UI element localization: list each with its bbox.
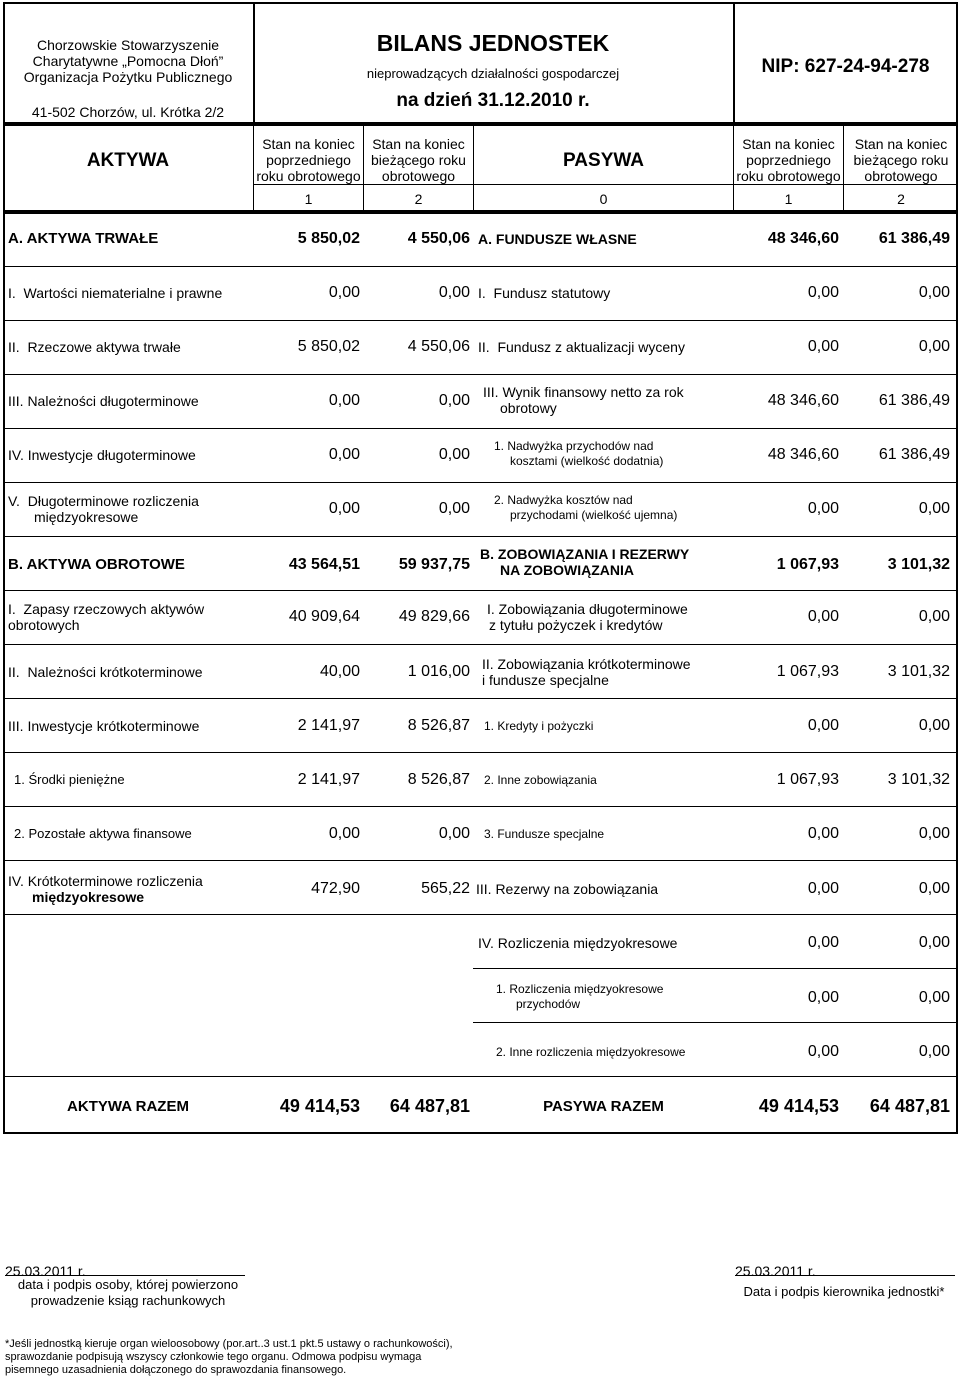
asset-row-a-label: A. AKTYWA TRWAŁE: [8, 230, 159, 247]
liab-row-b4-label: IV. Rozliczenia międzyokresowe: [478, 935, 678, 951]
assets-total-label: AKTYWA RAZEM: [67, 1098, 189, 1115]
asset-row-a2-label: II. Rzeczowe aktywa trwałe: [8, 339, 181, 355]
org-line-3: Organizacja Pożytku Publicznego: [23, 69, 233, 85]
asset-row-separator: [4, 536, 473, 537]
label-line-2: z tytułu pożyczek i kredytów: [489, 617, 663, 633]
prev-l2: poprzedniego: [746, 152, 831, 168]
asset-row-a3-label: III. Należności długoterminowe: [8, 393, 199, 409]
asset-row-b1-label: [8, 601, 204, 633]
asset-row-a5-prev: 0,00: [328, 500, 360, 517]
asset-row-a5-label: [8, 493, 199, 525]
footnote-line-3: pisemnego uzasadnienia dołączonego do sprawozdania finansowego.: [5, 1364, 347, 1376]
aktywa-curr-heading: [364, 136, 473, 184]
nip-number: NIP: 627-24-94-278: [761, 56, 930, 77]
liability-row-separator: [473, 644, 958, 645]
label-line-1: II. Zobowiązania krótkoterminowe: [482, 656, 691, 672]
col-num-aktywa-curr: 2: [414, 191, 423, 207]
prev-l1: Stan na koniec: [742, 136, 835, 152]
prev-l1: Stan na koniec: [262, 136, 355, 152]
asset-row-b-label: B. AKTYWA OBROTOWE: [8, 556, 185, 573]
asset-row-separator: [4, 698, 473, 699]
col-num-aktywa-prev: 1: [304, 191, 313, 207]
asset-row-separator: [4, 266, 473, 267]
asset-row-b1-prev: 40 909,64: [288, 608, 360, 625]
asset-row-b3b-curr: 0,00: [438, 825, 470, 842]
asset-row-b3a-label: 1. Środki pieniężne: [14, 772, 125, 787]
asset-row-b3a-curr: 8 526,87: [407, 771, 470, 788]
label-line-1: I. Zobowiązania długoterminowe: [487, 601, 688, 617]
left-signature-line: [5, 1275, 245, 1276]
prev-l2: poprzedniego: [266, 152, 351, 168]
label-line-1: 2. Nadwyżka kosztów nad: [494, 493, 633, 507]
liab-row-b4-prev: 0,00: [807, 934, 839, 951]
curr-l3: obrotowego: [381, 168, 456, 184]
left-signature-date: 25.03.2011 r.: [5, 1263, 86, 1279]
asset-row-separator: [4, 320, 473, 321]
liab-row-b4-curr: 0,00: [918, 934, 950, 951]
liab-row-b2a-label: 1. Kredyty i pożyczki: [484, 719, 594, 733]
liab-row-a3b-curr: 0,00: [918, 500, 950, 517]
liability-row-separator: [473, 806, 958, 807]
liability-row-separator: [473, 482, 958, 483]
org-line-1: Chorzowskie Stowarzyszenie: [36, 37, 220, 53]
left-signature-caption: [5, 1277, 251, 1309]
asset-row-a1-label: I. Wartości niematerialne i prawne: [8, 285, 223, 301]
liab-row-a3a-label: [494, 439, 663, 469]
liab-row-b2b-curr: 3 101,32: [887, 771, 950, 788]
asset-row-separator: [4, 914, 473, 915]
liab-row-b2b-prev: 1 067,93: [776, 771, 839, 788]
curr-l1: Stan na koniec: [372, 136, 465, 152]
caption-line-2: prowadzenie ksiąg rachunkowych: [30, 1293, 226, 1308]
curr-l2: bieżącego roku: [371, 152, 466, 168]
footnote-line-1: *Jeśli jednostką kieruje organ wieloosobowy (por.art..3 ust.1 pkt.5 ustawy o rachunkowości),: [5, 1338, 453, 1350]
label-line-1: I. Zapasy rzeczowych aktywów: [8, 601, 205, 617]
label-line-2: przychodów: [516, 997, 581, 1011]
liability-row-separator: [473, 1076, 958, 1077]
asset-row-separator: [4, 806, 473, 807]
asset-total-separator: [4, 1076, 473, 1077]
liab-row-b4b-label: 2. Inne rozliczenia międzyokresowe: [496, 1045, 686, 1059]
asset-row-b3-prev: 2 141,97: [297, 717, 360, 734]
asset-row-a5-curr: 0,00: [438, 500, 470, 517]
org-name: [5, 37, 251, 85]
doc-title: BILANS JEDNOSTEK: [376, 30, 610, 56]
pasywa-total-curr: 64 487,81: [869, 1096, 950, 1116]
label-line-2: międzyokresowe: [32, 889, 145, 905]
right-signature-line: [735, 1275, 955, 1276]
asset-row-separator: [4, 644, 473, 645]
liability-row-separator: [473, 320, 958, 321]
assets-total-curr: 64 487,81: [389, 1096, 470, 1116]
curr-l3: obrotowego: [864, 168, 938, 184]
pasywa-curr-heading: [844, 136, 958, 184]
liability-row-separator: [473, 536, 958, 537]
curr-l2: bieżącego roku: [853, 152, 949, 168]
liab-row-a3a-curr: 61 386,49: [878, 446, 950, 463]
liab-row-a2-label: II. Fundusz z aktualizacji wyceny: [478, 339, 685, 355]
asset-row-b4-label: [8, 873, 203, 905]
prev-l3: roku obrotowego: [736, 168, 841, 184]
liab-row-b4b-prev: 0,00: [807, 1043, 839, 1060]
label-line-1: B. ZOBOWIĄZANIA I REZERWY: [480, 546, 690, 562]
label-line-2: międzyokresowe: [34, 509, 139, 525]
aktywa-heading: AKTYWA: [86, 150, 170, 171]
label-line-2: obrotowych: [8, 617, 80, 633]
liab-row-b-curr: 3 101,32: [887, 556, 950, 573]
liab-row-a3-label: [483, 384, 684, 416]
liab-row-a3b-prev: 0,00: [807, 500, 839, 517]
asset-row-b-prev: 43 564,51: [288, 556, 360, 573]
org-address: 41-502 Chorzów, ul. Krótka 2/2: [31, 104, 225, 120]
asset-row-b3-label: III. Inwestycje krótkoterminowe: [8, 718, 200, 734]
label-line-1: 1. Rozliczenia międzyokresowe: [496, 982, 664, 996]
liab-row-b4a-curr: 0,00: [918, 989, 950, 1006]
column-number-divider: [253, 184, 958, 185]
liability-row-separator: [473, 428, 958, 429]
liab-row-a3b-label: [494, 493, 677, 523]
asset-row-a1-curr: 0,00: [438, 284, 470, 301]
asset-row-b4-prev: 472,90: [311, 880, 360, 897]
col-num-pasywa-prev: 1: [784, 191, 793, 207]
liability-row-separator: [473, 1022, 958, 1023]
assets-total-prev: 49 414,53: [279, 1096, 360, 1116]
right-signature-date: 25.03.2011 r.: [735, 1263, 816, 1279]
liab-row-b1-curr: 0,00: [918, 608, 950, 625]
liability-row-separator: [473, 860, 958, 861]
col-num-pasywa-curr: 2: [897, 191, 905, 207]
liab-row-a2-curr: 0,00: [918, 338, 950, 355]
liab-row-b-label: [480, 546, 689, 578]
asset-row-separator: [4, 590, 473, 591]
liab-row-b3-curr: 0,00: [918, 880, 950, 897]
asset-row-b2-curr: 1 016,00: [407, 663, 470, 680]
footnote: [5, 1338, 475, 1377]
label-line-1: IV. Krótkoterminowe rozliczenia: [8, 873, 203, 889]
asset-row-a4-curr: 0,00: [438, 446, 470, 463]
liab-row-b4b-curr: 0,00: [918, 1043, 950, 1060]
asset-row-b3b-prev: 0,00: [328, 825, 360, 842]
asset-row-a3-prev: 0,00: [328, 392, 360, 409]
liab-row-a1-prev: 0,00: [807, 284, 839, 301]
right-signature-caption: Data i podpis kierownika jednostki*: [743, 1284, 945, 1299]
liab-row-b3-label: III. Rezerwy na zobowiązania: [476, 881, 659, 897]
liab-row-b2c-prev: 0,00: [807, 825, 839, 842]
asset-row-a4-label: IV. Inwestycje długoterminowe: [8, 447, 196, 463]
liab-row-a-curr: 61 386,49: [878, 230, 950, 247]
asset-row-b3a-prev: 2 141,97: [297, 771, 360, 788]
caption-line-1: data i podpis osoby, której powierzono: [17, 1277, 239, 1292]
label-line-1: III. Wynik finansowy netto za rok: [483, 384, 684, 400]
label-line-2: NA ZOBOWIĄZANIA: [500, 562, 635, 578]
liability-row-separator: [473, 374, 958, 375]
liab-row-b1-label: [487, 601, 688, 633]
liab-row-a-label: A. FUNDUSZE WŁASNE: [478, 231, 637, 247]
asset-row-separator: [4, 428, 473, 429]
asset-row-a2-curr: 4 550,06: [407, 338, 470, 355]
asset-row-a1-prev: 0,00: [328, 284, 360, 301]
prev-l3: roku obrotowego: [256, 168, 361, 184]
doc-date: na dzień 31.12.2010 r.: [396, 90, 590, 111]
pasywa-prev-heading: [734, 136, 843, 184]
liab-row-b4a-label: [496, 982, 663, 1012]
liab-row-a-prev: 48 346,60: [767, 230, 839, 247]
liab-row-b2a-curr: 0,00: [918, 717, 950, 734]
label-line-2: obrotowy: [500, 400, 557, 416]
liab-row-a1-curr: 0,00: [918, 284, 950, 301]
asset-row-b3-curr: 8 526,87: [407, 717, 470, 734]
liability-row-separator: [473, 590, 958, 591]
liab-row-b3-prev: 0,00: [807, 880, 839, 897]
liab-row-a2-prev: 0,00: [807, 338, 839, 355]
org-line-2: Charytatywne „Pomocna Dłoń”: [32, 53, 224, 69]
liab-row-a3a-prev: 48 346,60: [767, 446, 839, 463]
pasywa-heading: PASYWA: [563, 150, 644, 171]
asset-row-a4-prev: 0,00: [328, 446, 360, 463]
asset-row-separator: [4, 860, 473, 861]
liab-row-b1-prev: 0,00: [807, 608, 839, 625]
liab-row-b2-curr: 3 101,32: [887, 663, 950, 680]
asset-row-b1-curr: 49 829,66: [398, 608, 470, 625]
liab-row-b2a-prev: 0,00: [807, 717, 839, 734]
footnote-line-2: sprawozdanie podpisują wszyscy członkowie tego organu. Odmowa podpisu wymaga: [5, 1351, 422, 1363]
asset-row-separator: [4, 482, 473, 483]
asset-row-a-curr: 4 550,06: [407, 230, 470, 247]
asset-row-a-prev: 5 850,02: [297, 230, 360, 247]
asset-row-b3b-label: 2. Pozostałe aktywa finansowe: [14, 826, 192, 841]
liab-row-a1-label: I. Fundusz statutowy: [478, 285, 611, 301]
liability-row-separator: [473, 752, 958, 753]
label-line-1: V. Długoterminowe rozliczenia: [8, 493, 199, 509]
aktywa-prev-heading: [254, 136, 363, 184]
asset-row-a2-prev: 5 850,02: [297, 338, 360, 355]
label-line-2: przychodami (wielkość ujemna): [510, 508, 678, 522]
asset-row-b2-label: II. Należności krótkoterminowe: [8, 664, 203, 680]
label-line-2: kosztami (wielkość dodatnia): [510, 454, 664, 468]
asset-row-b-curr: 59 937,75: [398, 556, 470, 573]
asset-row-b4-curr: 565,22: [421, 880, 470, 897]
pasywa-total-prev: 49 414,53: [758, 1096, 839, 1116]
liab-row-b2c-curr: 0,00: [918, 825, 950, 842]
liab-row-b2-prev: 1 067,93: [776, 663, 839, 680]
liab-row-b4a-prev: 0,00: [807, 989, 839, 1006]
liability-row-separator: [473, 698, 958, 699]
liab-row-b-prev: 1 067,93: [776, 556, 839, 573]
curr-l1: Stan na koniec: [854, 136, 948, 152]
col-num-pasywa-label: 0: [599, 191, 608, 207]
liability-row-separator: [473, 266, 958, 267]
asset-row-b2-prev: 40,00: [319, 663, 360, 680]
label-line-2: i fundusze specjalne: [482, 672, 609, 688]
asset-row-separator: [4, 374, 473, 375]
liab-row-b2b-label: 2. Inne zobowiązania: [484, 773, 597, 787]
doc-subtitle: nieprowadzących działalności gospodarczej: [366, 66, 620, 81]
liability-row-separator: [473, 968, 958, 969]
liab-row-b2-label: [482, 656, 691, 688]
pasywa-total-label: PASYWA RAZEM: [543, 1098, 664, 1115]
liability-row-separator: [473, 914, 958, 915]
asset-row-separator: [4, 752, 473, 753]
asset-row-a3-curr: 0,00: [438, 392, 470, 409]
liab-row-a3-prev: 48 346,60: [767, 392, 839, 409]
liab-row-b2c-label: 3. Fundusze specjalne: [484, 827, 605, 841]
liab-row-a3-curr: 61 386,49: [878, 392, 950, 409]
label-line-1: 1. Nadwyżka przychodów nad: [494, 439, 654, 453]
